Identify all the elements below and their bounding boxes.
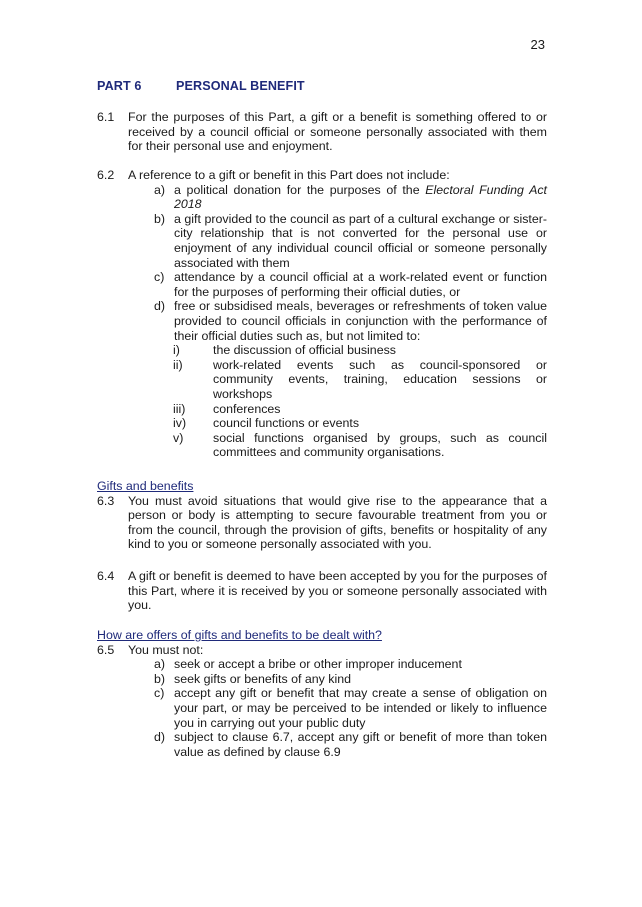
list-item-text: subject to clause 6.7, accept any gift or benefit of more than token value as defined by clause 6.9 (174, 730, 547, 759)
sub-list-text: work-related events such as council-sponsored or community events, training, education sessions or workshops (213, 357, 547, 401)
list-item-label: b) (154, 671, 166, 686)
section-subheading: How are offers of gifts and benefits to be dealt with? (97, 628, 382, 642)
clause-number: 6.2 (97, 168, 115, 182)
list-item (154, 671, 547, 687)
clause-number: 6.1 (97, 110, 115, 124)
list-item-text: attendance by a council official at a work-related event or function for the purposes of performing their official duties, or (174, 270, 547, 299)
section-subheading: Gifts and benefits (97, 479, 194, 493)
list-item-text: a political donation for the purposes of the (174, 182, 426, 197)
sub-list-text: conferences (213, 401, 281, 416)
list-item (154, 211, 547, 270)
list-item (154, 730, 547, 759)
list-item (154, 270, 547, 299)
sub-list-item (173, 416, 547, 431)
list-item (154, 299, 547, 343)
list-item-text: a gift provided to the council as part of a cultural exchange or sister-city relationship that is not converted for the personal use or enjoyment of any individual council official or someone personally associated with them (174, 211, 547, 270)
sub-list-item (173, 430, 547, 460)
clause-text: A gift or benefit is deemed to have been accepted by you for the purposes of this Part, where it is received by you or someone personally associated with you. (128, 569, 547, 613)
sub-list-label: iii) (173, 401, 186, 416)
clause-number: 6.4 (97, 569, 115, 583)
sub-list-text: social functions organised by groups, such as council committees and community organisations. (213, 430, 547, 460)
list-item-label: c) (154, 686, 165, 701)
part-title: PERSONAL BENEFIT (176, 79, 305, 93)
section-offers (97, 628, 547, 759)
sub-list-item (173, 343, 547, 358)
part-heading (97, 79, 305, 94)
sub-list-label: v) (173, 430, 184, 445)
list-item-label: c) (154, 270, 165, 285)
list-item-text: seek or accept a bribe or other improper inducement (174, 657, 462, 672)
page-number: 23 (530, 37, 545, 52)
section-gifts-and-benefits (97, 479, 547, 552)
list-item-label: d) (154, 299, 166, 314)
list-item-text: seek gifts or benefits of any kind (174, 671, 352, 686)
sub-list-item (173, 401, 547, 417)
list-item-text: accept any gift or benefit that may create a sense of obligation on your part, or may be perceived to be intended or likely to influence you in carrying out your public duty (174, 686, 547, 730)
clause-text: You must not: (128, 642, 204, 657)
list-item-label: d) (154, 730, 166, 745)
sub-list-label: iv) (173, 416, 187, 431)
list-item (154, 657, 547, 672)
list-item-label: b) (154, 211, 166, 226)
list-item (154, 686, 547, 730)
clause-6-2 (97, 168, 547, 460)
list-item-label: a) (154, 182, 166, 197)
sub-list-label: i) (173, 343, 180, 358)
act-title: Electoral Funding Act 2018 (174, 182, 547, 212)
clause-text: For the purposes of this Part, a gift or a benefit is something offered to or received by a council official or someone personally associated with them for their personal use and enjoyment. (128, 110, 547, 154)
clause-6-1 (97, 110, 547, 154)
clause-text: You must avoid situations that would give rise to the appearance that a person or body is attempting to secure favourable treatment from you or from the council, through the provision of gifts, benefits or hospitality of any kind to you or someone personally associated with you. (128, 493, 547, 552)
sub-list-item (173, 357, 547, 402)
list-item (154, 182, 547, 212)
sub-list-text: council functions or events (213, 416, 360, 431)
list-item-label: a) (154, 657, 166, 672)
clause-text: A reference to a gift or benefit in this Part does not include: (128, 168, 450, 182)
list-item-text: free or subsidised meals, beverages or refreshments of token value provided to council officials in conjunction with the performance of their official duties such as, but not limited to: (174, 299, 547, 343)
clause-number: 6.5 (97, 642, 115, 657)
clause-6-4 (97, 569, 547, 613)
part-number: PART 6 (97, 79, 142, 93)
sub-list-text: the discussion of official business (213, 343, 396, 358)
clause-number: 6.3 (97, 493, 115, 508)
sub-list-label: ii) (173, 357, 183, 372)
